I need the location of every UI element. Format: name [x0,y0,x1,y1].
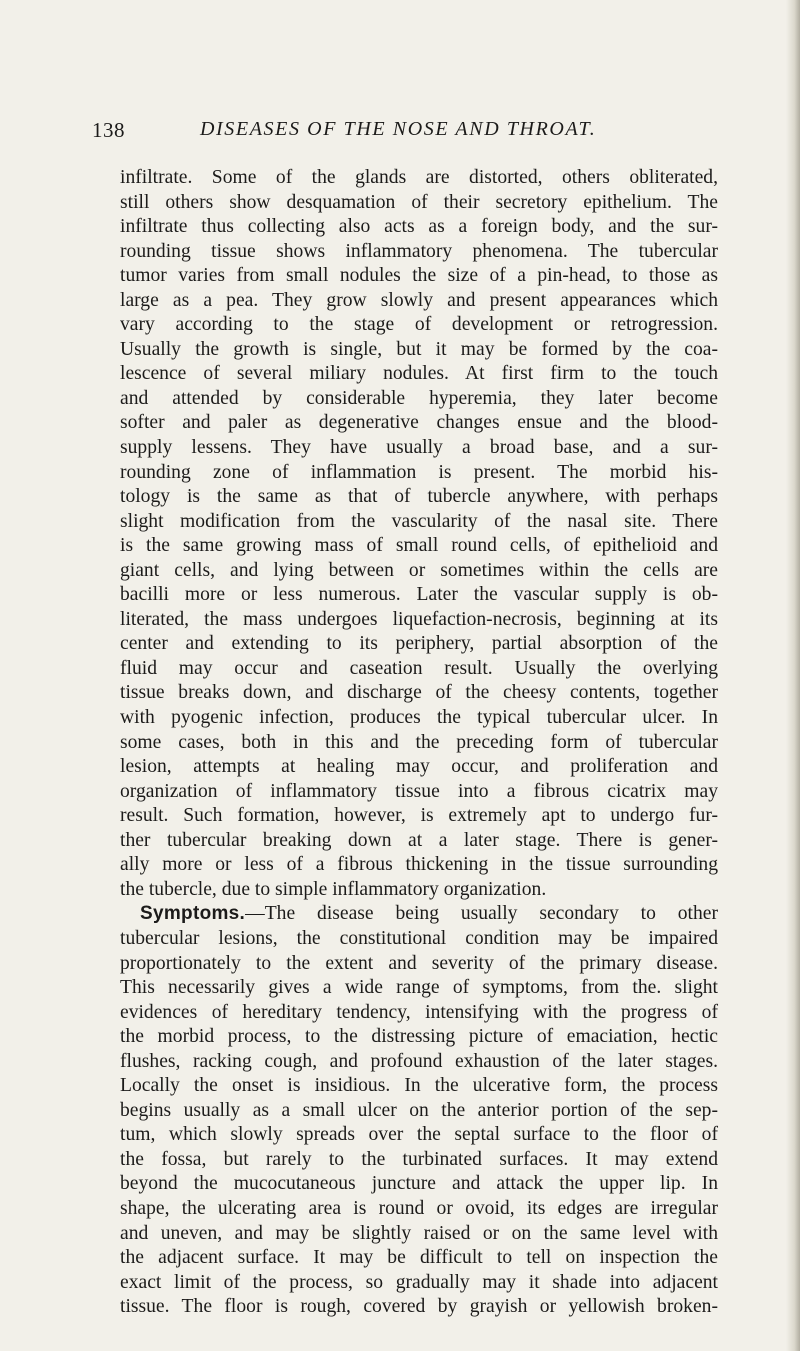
symptoms-first-line [120,902,718,927]
text-line: is the same growing mass of small round cells, of epithelioid and [120,535,718,557]
text-line: result. Such formation, however, is extremely apt to undergo fur- [120,805,718,827]
text-line: center and extending to its periphery, partial absorption of the [120,633,718,655]
text-line: some cases, both in this and the preceding form of tubercular [120,731,718,753]
text-line: shape, the ulcerating area is round or ovoid, its edges are irregular [120,1197,718,1219]
page-number: 138 [92,118,125,142]
text-line: slight modification from the vascularity of the nasal site. There [120,510,718,532]
page-edge-shadow [786,0,800,1351]
text-line: still others show desquamation of their secretory epithelium. The [120,191,718,213]
text-line: ther tubercular breaking down at a later stage. There is gener- [120,829,718,851]
text-line: lescence of several miliary nodules. At first firm to the touch [120,363,718,385]
text-line: the morbid process, to the distressing picture of emaciation, hectic [120,1026,718,1048]
text-line: tissue. The floor is rough, covered by grayish or yellowish broken- [120,1296,718,1318]
text-line: exact limit of the process, so gradually may it shade into adjacent [120,1271,718,1293]
text-line: tubercular lesions, the constitutional condition may be impaired [120,927,718,949]
text-line: flushes, racking cough, and profound exhaustion of the later stages. [120,1050,718,1072]
text-line: ally more or less of a fibrous thickening in the tissue surrounding [120,854,718,876]
text-line: fluid may occur and caseation result. Usually the overlying [120,657,718,679]
text-line: tology is the same as that of tubercle anywhere, with perhaps [120,486,718,508]
text-line: tissue breaks down, and discharge of the cheesy contents, together [120,682,718,704]
text-line: tumor varies from small nodules the size of a pin-head, to those as [120,265,718,287]
text-line: beyond the mucocutaneous juncture and attack the upper lip. In [120,1173,718,1195]
text-line: infiltrate thus collecting also acts as a foreign body, and the sur- [120,216,718,238]
text-line: and uneven, and may be slightly raised or on the same level with [120,1222,718,1244]
text-line: and attended by considerable hyperemia, they later become [120,387,718,409]
text-line: This necessarily gives a wide range of symptoms, from the. slight [120,977,718,999]
text-line: giant cells, and lying between or sometimes within the cells are [120,559,718,581]
text-line: the adjacent surface. It may be difficult to tell on inspection the [120,1247,718,1269]
text-line: begins usually as a small ulcer on the anterior portion of the sep- [120,1099,718,1121]
text-line: rounding zone of inflammation is present. The morbid his- [120,461,718,483]
text-line: vary according to the stage of development or retrogression. [120,314,718,336]
body-text [120,166,718,1320]
text-line: Usually the growth is single, but it may be formed by the coa- [120,338,718,360]
text-line: literated, the mass undergoes liquefaction-necrosis, beginning at its [120,608,718,630]
text-line: bacilli more or less numerous. Later the vascular supply is ob- [120,584,718,606]
text-line: infiltrate. Some of the glands are distorted, others obliterated, [120,167,718,188]
text-line: organization of inflammatory tissue into a fibrous cicatrix may [120,780,718,802]
text-line: rounding tissue shows inflammatory phenomena. The tubercular [120,240,718,262]
symptoms-first-line-text: —The disease being usually secondary to other [245,903,718,925]
running-title: DISEASES OF THE NOSE AND THROAT. [200,118,597,140]
text-line: large as a pea. They grow slowly and present appearances which [120,289,718,311]
page-header [92,118,732,142]
text-line: the tubercle, due to simple inflammatory organization. [120,878,547,900]
text-line: Locally the onset is insidious. In the ulcerative form, the process [120,1075,718,1097]
text-line: lesion, attempts at healing may occur, and proliferation and [120,756,718,778]
text-line: tum, which slowly spreads over the septal surface to the floor of [120,1124,718,1146]
text-line: proportionately to the extent and severity of the primary disease. [120,952,718,974]
text-line: supply lessens. They have usually a broad base, and a sur- [120,437,718,459]
text-line: the fossa, but rarely to the turbinated surfaces. It may extend [120,1148,718,1170]
text-line: with pyogenic infection, produces the typical tubercular ulcer. In [120,707,718,729]
symptoms-heading: Symptoms. [140,903,246,925]
text-line: evidences of hereditary tendency, intensifying with the progress of [120,1001,718,1023]
text-line: softer and paler as degenerative changes ensue and the blood- [120,412,718,434]
